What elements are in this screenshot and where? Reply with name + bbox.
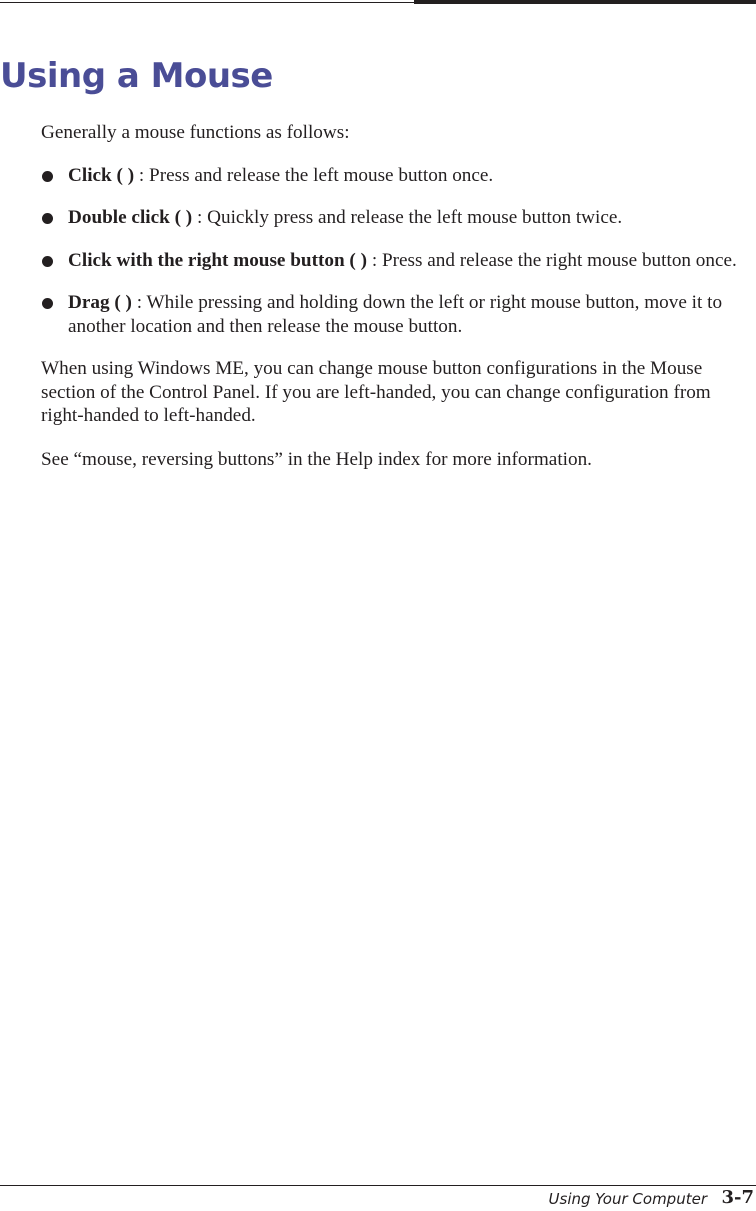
bullet-term: Click ( ) (68, 164, 135, 186)
bullet-description: : Press and release the right mouse button once. (367, 249, 737, 271)
bullet-icon (42, 213, 53, 224)
bullet-icon (42, 298, 53, 309)
header-rule-thin (0, 2, 414, 3)
bullet-term: Drag ( ) (68, 292, 132, 313)
bullet-description: : Quickly press and release the left mouse button twice. (192, 207, 623, 228)
footer-rule (0, 1185, 756, 1186)
list-item-right-click (41, 249, 753, 273)
page-content (41, 121, 753, 471)
bullet-term: Double click ( ) (68, 207, 193, 228)
bullet-description: : While pressing and holding down the left or right mouse button, move it to another location and then release the mouse button. (68, 292, 723, 337)
footer-section-title: Using Your Computer (548, 1190, 707, 1208)
header-rule-thick (414, 0, 756, 4)
page-title: Using a Mouse (0, 56, 273, 96)
list-item-drag (41, 291, 753, 338)
list-item-double-click (41, 206, 753, 230)
intro-paragraph: Generally a mouse functions as follows: (41, 122, 350, 143)
bullet-icon (42, 256, 53, 267)
bullet-term: Click with the right mouse button ( ) (68, 249, 368, 271)
footer-page-number: 3-7 (721, 1187, 754, 1208)
windows-config-paragraph: When using Windows ME, you can change mouse button configurations in the Mouse section of the Control Panel. If you are left-handed, you can change configuration from right-handed to left-handed. (41, 358, 711, 426)
bullet-description: : Press and release the left mouse button once. (134, 164, 494, 186)
list-item-click (41, 164, 753, 188)
help-paragraph: See “mouse, reversing buttons” in the Help index for more information. (41, 448, 592, 470)
mouse-actions-list (41, 164, 753, 339)
bullet-icon (42, 171, 53, 182)
